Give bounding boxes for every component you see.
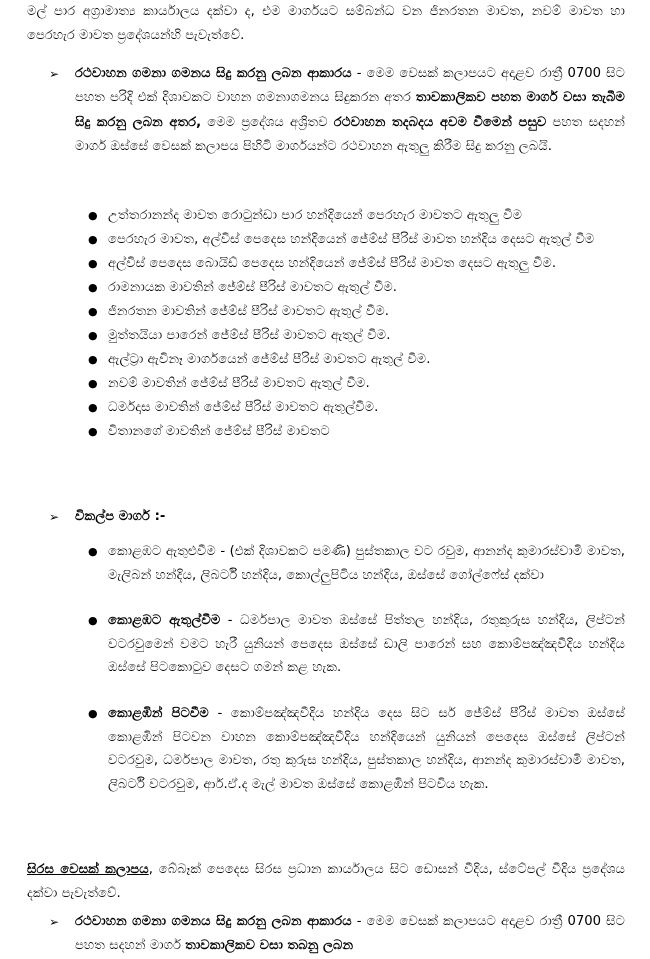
list-item-text: ධර්මදාස මාවතින් ජේම්ස් පීරිස් මාවතට ඇතුල්වීම.	[108, 400, 379, 415]
sirasa-text: , බේබෑක් පෙදෙස සිරස ප්‍රධාන කාර්යාලය සිට ඩොසන් වීදිය, ස්ටේපල් වීදිය ප්‍රදේශය දක්වා පැවැත්වේ.	[27, 862, 625, 902]
list-item	[88, 324, 625, 348]
arrow-bullet-icon: ➢	[49, 915, 60, 929]
list-item-text	[108, 609, 625, 680]
list-item-text: උත්තරානන්ද මාවත රොටුන්ඩා පාර හන්දියෙන් පෙරහැර මාවතට ඇතුලු වීම	[108, 208, 523, 223]
list-item-body: කොළඹට ඇතුළුවීම - (එක් දිශාවකට පමණි) පුස්තකාල වට රවුම, ආනන්ද කුමාරස්වාමි මාවත, මැලිබන් හන්දිය, ලිබර්ටි හන්දිය, කොල්ලුපිටිය හන්දිය, ඔස්සේ ගෝල්ෆේස් දක්වා	[108, 544, 625, 583]
list-item	[88, 300, 625, 324]
bullet-icon: ●	[88, 706, 98, 720]
section-text: - මෙම වෙසක් කලාපයට අදාළව රාත්‍රී 0700 සිට පහත සදහන් මාර්ග	[75, 914, 625, 954]
bullet-icon: ●	[88, 377, 98, 390]
alternate-routes-list	[88, 540, 625, 818]
arrow-bullet-icon: ➢	[49, 510, 60, 524]
intro-paragraph: මල් පාර අග්‍රාමාත්‍ය කාර්යාලය දක්වා ද, එම මාර්ගයට සම්බන්ධ වන ජිනරතන මාවත, නවම් මාවත හා පෙරහැර මාවත ප්‍රදේශයන්හි පැවැත්වේ.	[27, 4, 625, 44]
bullet-icon: ●	[88, 614, 98, 628]
list-item-text: නවම් මාවතින් ජේම්ස් පීරිස් මාවතට ඇතුල් වීම.	[108, 376, 370, 391]
list-item	[88, 276, 625, 300]
list-item	[88, 204, 625, 228]
list-item-bold: කොළඹට ඇතුල්වීම	[108, 613, 221, 629]
section-sirasa-traffic	[49, 910, 625, 959]
section-traffic-flow-text	[75, 62, 625, 160]
list-item	[88, 348, 625, 372]
list-item-text: රාමනායක මාවතින් ජේම්ස් පීරිස් මාවතට ඇතුල් වීම.	[108, 280, 398, 295]
bullet-icon: ●	[88, 257, 98, 270]
list-item-body: - කොම්පඤ්ඤවීදිය හන්දිය දෙස සිට සර් ජේම්ස් පීරිස් මාවත ඔස්සේ කොළඹින් පිටවන වාහන කොම්පඤ්ඤවීදිය හන්දියෙන් යුනියන් පෙදෙස ඔස්සේ ලිප්ටන් වටරවුම, ධර්මපාල මාවත, රතු කුරුස හන්දිය, පුස්තකාල හන්දිය, ආනන්ද කුමාරස්වාමි මාවත, ලිබර්ටි වටරවුම, ආර්.ඒ.ද මැල් මාවත ඔස්සේ කොළඹින් පිටවිය හැක.	[108, 705, 625, 792]
section-alternate-routes-text	[75, 505, 625, 529]
list-item-text	[108, 540, 625, 587]
list-item	[88, 702, 625, 796]
bullet-icon: ●	[88, 401, 98, 414]
section-text: - මෙම වෙසක් කලාපයට අදාළව රාත්‍රී 0700 සිට පහත පරිදි එක් දිශාවකට වාහන ගමනාගමනය සිදුකරන අතර	[75, 66, 625, 106]
section-text: පහත සදහන් මාර්ග ඔස්සේ වෙසක් කලාපය පිහිටි මාර්ගයන්ට රථවාහන ඇතුලු කිරීම සිදු කරනු ලබයි.	[75, 114, 625, 155]
list-item-text: අල්විස් පෙදෙස බොයිඩ් පෙදෙස හන්දියෙන් ජේම්ස් පීරිස් මාවත දෙසට ඇතුලු වීම.	[108, 256, 557, 271]
list-item-text: ජිනරතන මාවතින් ජේම්ස් පීරිස් මාවතට ඇතුල් වීම.	[108, 304, 389, 319]
section-title: රථවාහන ගමනා ගමනය සිදු කරනු ලබන ආකාරය	[75, 914, 352, 929]
bullet-icon: ●	[88, 545, 98, 558]
list-item-text	[108, 702, 625, 796]
list-item-text: මුත්තයියා පාරෙන් ජේම්ස් පීරිස් මාවතට ඇතුල් වීම.	[108, 328, 391, 343]
bullet-icon: ●	[88, 209, 98, 222]
section-text: මෙම ප්‍රදේශය අශ්‍රිතව	[201, 114, 334, 130]
list-item	[88, 609, 625, 680]
section-bold-text: තාවකාලිකව වසා තබනු ලබන	[185, 938, 354, 954]
list-item	[88, 396, 625, 420]
section-bold-text: තාවකාලිකව පහත මාර්ග වසා තැබීම සිදු කරනු ලබන අතර,	[75, 90, 625, 130]
section-alternate-routes	[49, 505, 625, 529]
section-bold-text: රථවාහන තදබදය අවම වීමෙන් පසුව	[333, 114, 547, 130]
list-item	[88, 420, 625, 444]
sirasa-paragraph	[27, 858, 625, 907]
list-item-text: විතානගේ මාවතින් ජේම්ස් පීරිස් මාවතට	[108, 424, 330, 439]
list-item	[88, 252, 625, 276]
entry-roads-list	[88, 204, 625, 444]
section-title: රථවාහන ගමනා ගමනය සිදු කරනු ලබන ආකාරය	[75, 66, 352, 81]
section-sirasa-traffic-text	[75, 910, 625, 959]
bullet-icon: ●	[88, 305, 98, 318]
list-item-text: පෙරහැර මාවත, අල්විස් පෙදෙස හන්දියෙන් ජේම්ස් පීරිස් මාවත හන්දිය දෙසට ඇතුල් වීම	[108, 232, 595, 247]
list-item	[88, 372, 625, 396]
bullet-icon: ●	[88, 425, 98, 438]
bullet-icon: ●	[88, 329, 98, 342]
bullet-icon: ●	[88, 233, 98, 246]
list-item	[88, 228, 625, 252]
list-item-bold: කොළඹින් පිටවීම	[108, 705, 209, 721]
arrow-bullet-icon: ➢	[49, 67, 60, 81]
section-traffic-flow	[49, 62, 625, 160]
list-item	[88, 540, 625, 587]
bullet-icon: ●	[88, 353, 98, 366]
sirasa-heading: සිරස වෙසක් කලාපය	[27, 862, 149, 877]
list-item-text: ඇල්ට්‍රා ඇවිනෑ මාර්ගයෙන් ජේම්ස් පීරිස් මාවතට ඇතුල් වීම.	[108, 352, 431, 367]
bullet-icon: ●	[88, 281, 98, 294]
section-title: විකල්ප මාර්ග :-	[75, 509, 166, 524]
list-item-body: - ධර්මපාල මාවත ඔස්සේ පිත්තල හන්දිය, රතුකුරුස හන්දිය, ලිප්ටන් වටරවුමෙන් වමට හැරී යුනියන් පෙදෙස ඔස්සේ ඩාලි පාරෙන් සහ කොම්පඤ්ඤවීදිය හන්දිය ඔස්සේ පිටකොටුව දෙසට ගමන් කළ හැක.	[108, 613, 625, 676]
